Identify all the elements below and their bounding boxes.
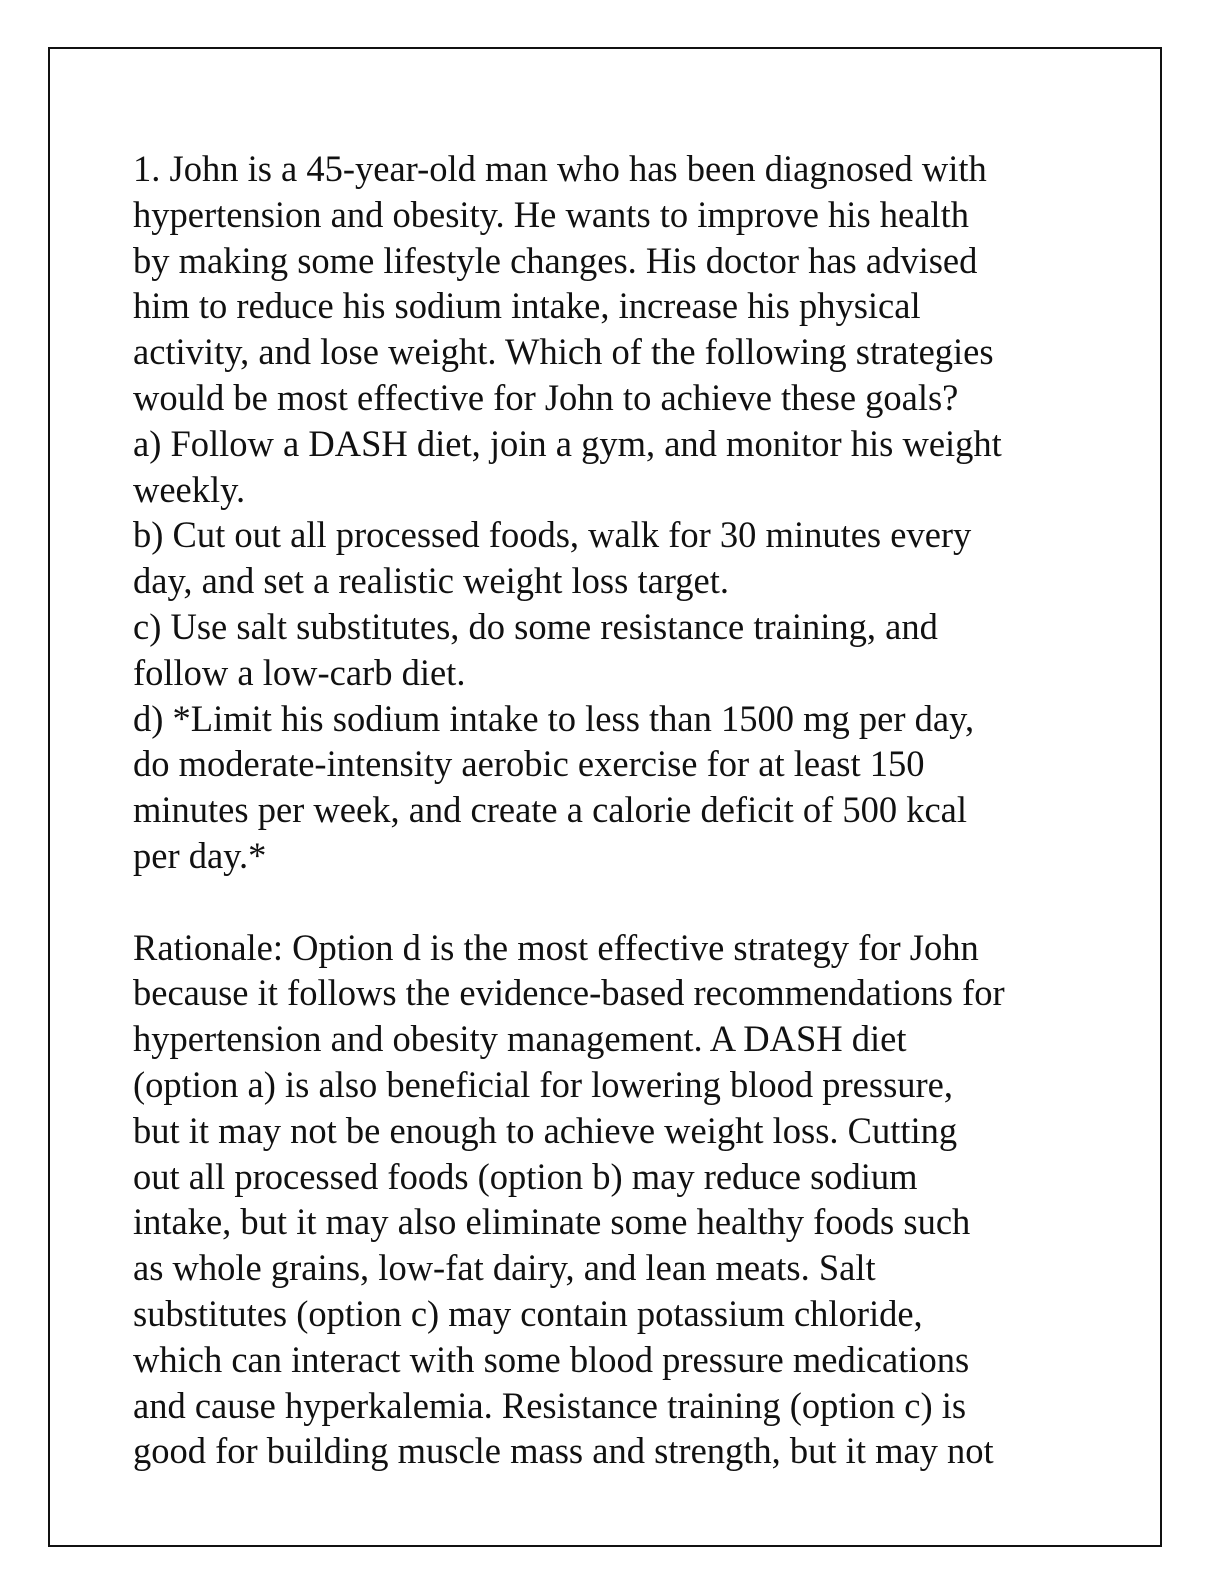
option-a xyxy=(133,421,1133,513)
question-line: him to reduce his sodium intake, increase his physical xyxy=(133,285,921,327)
option-b xyxy=(133,512,1133,604)
option-c-line: follow a low-carb diet. xyxy=(133,651,466,693)
rationale-line: (option a) is also beneficial for lowering blood pressure, xyxy=(133,1063,954,1105)
option-d-line: do moderate-intensity aerobic exercise for at least 150 xyxy=(133,743,925,785)
option-c-line: c) Use salt substitutes, do some resistance training, and xyxy=(133,605,938,647)
rationale-line: but it may not be enough to achieve weight loss. Cutting xyxy=(133,1109,958,1151)
rationale-line: hypertension and obesity management. A DASH diet xyxy=(133,1018,907,1060)
document-body xyxy=(133,146,1133,1474)
rationale-line: intake, but it may also eliminate some healthy foods such xyxy=(133,1201,971,1243)
rationale-line: which can interact with some blood pressure medications xyxy=(133,1338,970,1380)
rationale-line: as whole grains, low-fat dairy, and lean meats. Salt xyxy=(133,1247,876,1289)
option-d-line: minutes per week, and create a calorie deficit of 500 kcal xyxy=(133,789,968,831)
paragraph-gap xyxy=(133,879,1133,925)
rationale-line: substitutes (option c) may contain potassium chloride, xyxy=(133,1292,923,1334)
rationale-line: good for building muscle mass and strength, but it may not xyxy=(133,1430,994,1472)
option-d-line: d) *Limit his sodium intake to less than 1500 mg per day, xyxy=(133,697,975,739)
option-b-line: b) Cut out all processed foods, walk for 30 minutes every xyxy=(133,514,972,556)
option-d xyxy=(133,696,1133,879)
question-line: activity, and lose weight. Which of the following strategies xyxy=(133,331,994,373)
question-stem xyxy=(133,146,1133,421)
option-a-line: a) Follow a DASH diet, join a gym, and monitor his weight xyxy=(133,422,1002,464)
question-line: by making some lifestyle changes. His doctor has advised xyxy=(133,239,978,281)
rationale-line: out all processed foods (option b) may reduce sodium xyxy=(133,1155,918,1197)
rationale-line: Rationale: Option d is the most effective strategy for John xyxy=(133,926,979,968)
question-line: hypertension and obesity. He wants to improve his health xyxy=(133,193,969,235)
option-a-line: weekly. xyxy=(133,468,246,510)
option-b-line: day, and set a realistic weight loss target. xyxy=(133,560,729,602)
rationale-line: and cause hyperkalemia. Resistance training (option c) is xyxy=(133,1384,967,1426)
option-c xyxy=(133,604,1133,696)
question-line: would be most effective for John to achieve these goals? xyxy=(133,376,959,418)
question-line: 1. John is a 45-year-old man who has been diagnosed with xyxy=(133,148,987,189)
rationale xyxy=(133,925,1133,1475)
option-d-line: per day.* xyxy=(133,834,267,876)
rationale-line: because it follows the evidence-based recommendations for xyxy=(133,972,1005,1014)
